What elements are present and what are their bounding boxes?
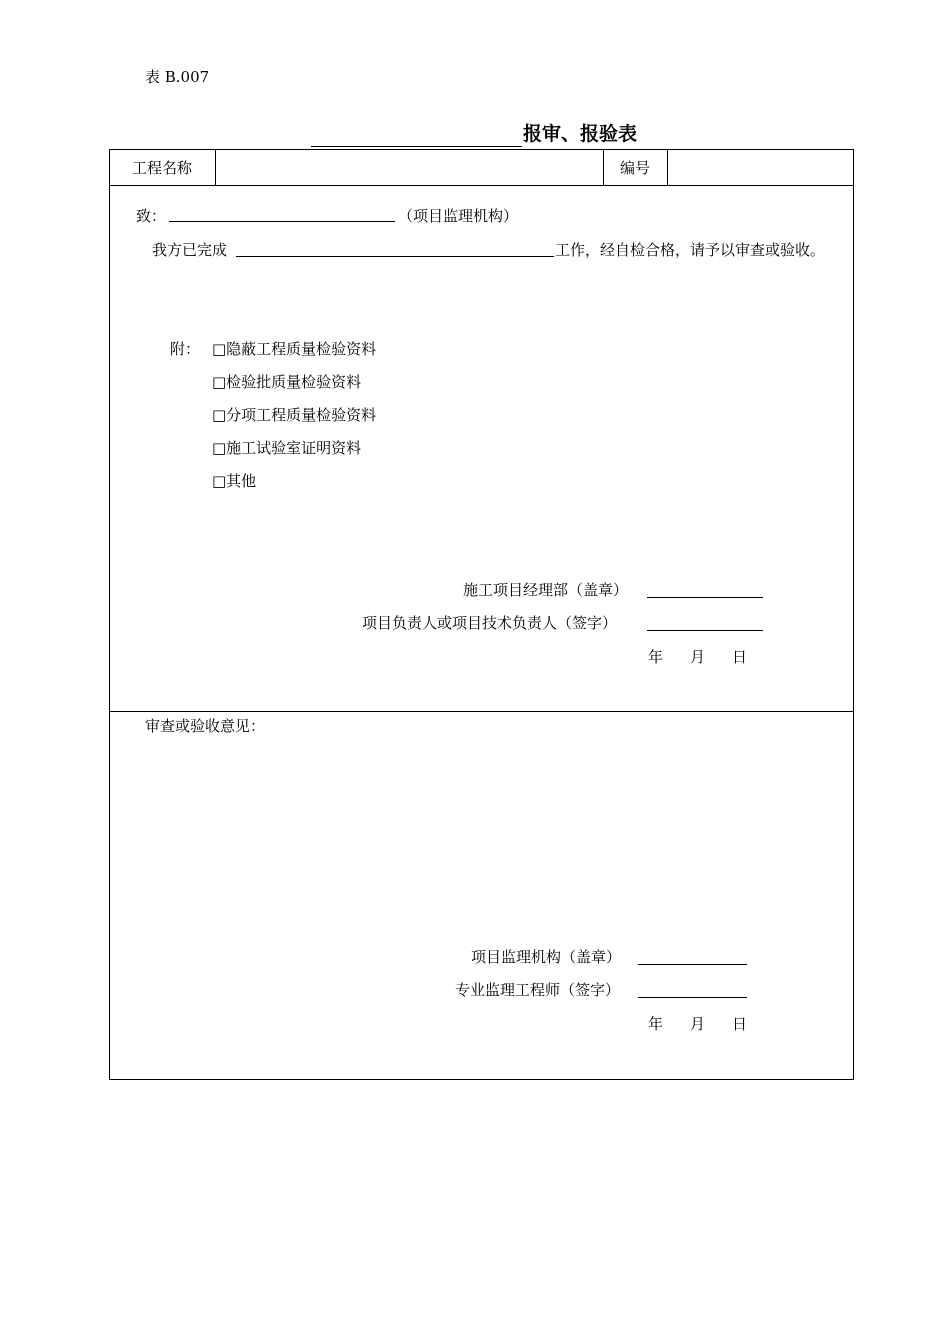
header-col-divider-1: [215, 149, 216, 185]
completed-prefix: 我方已完成: [152, 241, 228, 259]
engineer-sign-label: 专业监理工程师（签字）: [455, 981, 621, 999]
header-col-divider-3: [667, 149, 668, 185]
to-blank-line[interactable]: [169, 221, 395, 222]
form-code: 表 B.007: [145, 68, 210, 86]
date-year: 年: [648, 648, 664, 666]
attachment-item[interactable]: □隐蔽工程质量检验资料: [212, 340, 377, 358]
number-field[interactable]: [672, 158, 848, 178]
supervisor-seal-line[interactable]: [638, 964, 747, 965]
review-opinion-field[interactable]: [140, 745, 840, 925]
to-label: 致：: [136, 207, 167, 225]
review-date-year: 年: [648, 1015, 664, 1033]
review-date-month: 月: [690, 1015, 706, 1033]
date-month: 月: [690, 648, 706, 666]
number-label: 编号: [619, 159, 650, 177]
attachment-item[interactable]: □施工试验室证明资料: [212, 439, 362, 457]
attachment-item[interactable]: □分项工程质量检验资料: [212, 406, 377, 424]
review-date-day: 日: [732, 1015, 748, 1033]
page-title: 报审、报验表: [523, 123, 638, 145]
attachment-item[interactable]: □检验批质量检验资料: [212, 373, 362, 391]
contractor-seal-label: 施工项目经理部（盖章）: [463, 581, 629, 599]
project-name-field[interactable]: [220, 158, 600, 178]
contractor-seal-line[interactable]: [647, 597, 763, 598]
review-opinion-label: 审查或验收意见：: [145, 717, 266, 735]
section-divider: [109, 711, 854, 712]
supervisor-seal-label: 项目监理机构（盖章）: [471, 948, 622, 966]
header-row-divider: [109, 185, 854, 186]
contractor-sign-label: 项目负责人或项目技术负责人（签字）: [362, 614, 618, 632]
title-blank-line: [311, 146, 522, 147]
engineer-sign-line[interactable]: [638, 997, 747, 998]
attachment-item[interactable]: □其他: [212, 472, 257, 490]
completed-work-blank-line[interactable]: [236, 256, 554, 257]
date-day: 日: [732, 648, 748, 666]
contractor-sign-line[interactable]: [647, 630, 763, 631]
project-name-label: 工程名称: [131, 159, 192, 177]
completed-suffix: 工作，经自检合格，请予以审查或验收。: [555, 241, 826, 259]
attach-label: 附：: [170, 340, 201, 358]
to-suffix: （项目监理机构）: [398, 207, 519, 225]
